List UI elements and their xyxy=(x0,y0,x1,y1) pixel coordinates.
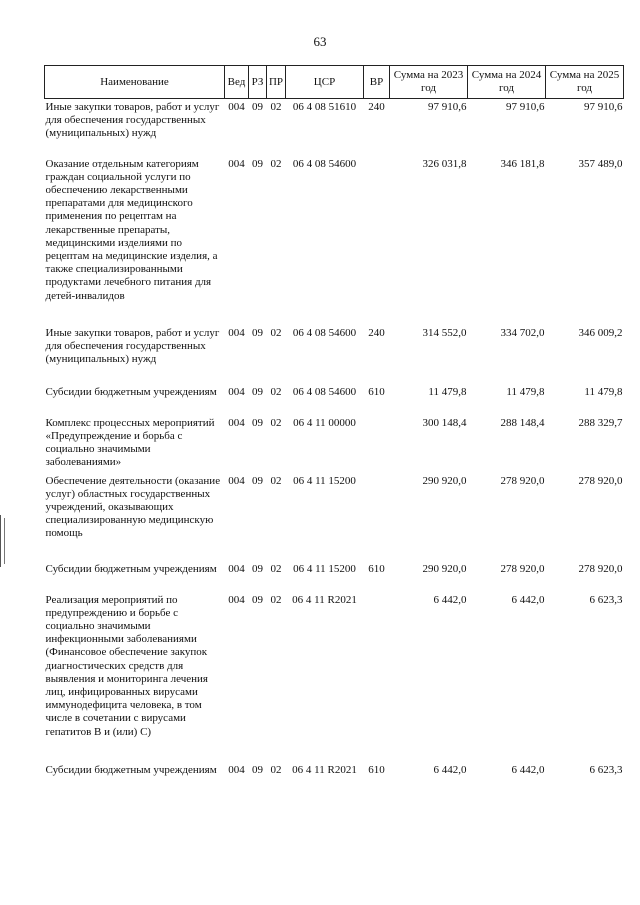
row-csr: 06 4 11 15200 xyxy=(293,562,356,575)
row-pr: 02 xyxy=(270,101,282,113)
row-sum-2025: 346 009,2 xyxy=(578,326,623,339)
row-sum-2025: 11 479,8 xyxy=(584,385,623,398)
row-sum-2023: 326 031,8 xyxy=(422,157,467,170)
row-vr: 240 xyxy=(368,101,385,113)
table-row xyxy=(45,764,624,794)
row-name: Иные закупки товаров, работ и услуг для обеспечения государственных (муниципальных) нужд xyxy=(45,326,220,365)
table-row xyxy=(45,327,624,386)
row-sum-2025: 97 910,6 xyxy=(584,101,623,113)
row-rz: 09 xyxy=(252,562,263,575)
row-rz: 09 xyxy=(252,326,263,339)
row-sum-2025: 278 920,0 xyxy=(578,562,623,575)
row-sum-2024: 6 442,0 xyxy=(511,763,545,776)
row-sum-2023: 314 552,0 xyxy=(422,326,467,339)
row-sum-2025: 357 489,0 xyxy=(578,157,623,170)
row-ved: 004 xyxy=(228,101,245,113)
row-sum-2023: 6 442,0 xyxy=(433,763,467,776)
row-pr: 02 xyxy=(270,593,282,606)
row-sum-2024: 334 702,0 xyxy=(500,326,545,339)
row-vr: 610 xyxy=(368,385,385,398)
row-sum-2023: 300 148,4 xyxy=(422,416,467,429)
col-header-rz: РЗ xyxy=(249,66,267,99)
col-header-ved: Вед xyxy=(225,66,249,99)
row-vr xyxy=(364,475,390,563)
row-name: Иные закупки товаров, работ и услуг для обеспечения государственных (муниципальных) нужд xyxy=(45,101,220,140)
col-header-sum-2025: Сумма на 2025 год xyxy=(546,66,624,99)
row-rz: 09 xyxy=(252,763,263,776)
row-csr: 06 4 11 00000 xyxy=(293,416,356,429)
row-ved: 004 xyxy=(228,157,245,170)
row-name: Субсидии бюджетным учреждениям xyxy=(45,385,217,398)
row-ved: 004 xyxy=(228,326,245,339)
row-rz: 09 xyxy=(252,101,263,113)
row-rz: 09 xyxy=(252,416,263,429)
row-rz: 09 xyxy=(252,385,263,398)
row-sum-2023: 290 920,0 xyxy=(422,562,467,575)
row-pr: 02 xyxy=(270,157,282,170)
table-row xyxy=(45,475,624,563)
row-name: Оказание отдельным категориям граждан социальной услуги по обеспечению лекарственными препаратами для медицинского применения по рецептам на лекарственные препараты, медицинскими изделиями по рецептам на медицинские изделия, а также специализированными продуктами лечебного питания для детей-инвалидов xyxy=(45,157,218,302)
table-row xyxy=(45,563,624,594)
row-csr: 06 4 08 54600 xyxy=(292,157,357,170)
row-sum-2024: 97 910,6 xyxy=(506,101,545,113)
table-row xyxy=(45,99,624,158)
row-vr: 610 xyxy=(368,562,385,575)
row-pr: 02 xyxy=(270,416,282,429)
row-csr: 06 4 08 54600 xyxy=(292,385,357,398)
row-ved: 004 xyxy=(228,763,245,776)
row-rz: 09 xyxy=(252,157,263,170)
row-sum-2025: 6 623,3 xyxy=(589,593,623,606)
row-pr: 02 xyxy=(270,385,282,398)
table-row xyxy=(45,386,624,417)
scan-margin-mark xyxy=(4,518,6,564)
row-name: Реализация мероприятий по предупреждению и борьбе с социально значимыми инфекционными заболеваниями (Финансовое обеспечение закупок диагностических средств для выявления и мониторинга лечения лиц, инфицированных вирусами иммунодефицита человека, в том числе в сочетании с вирусами гепатитов В и (или) С) xyxy=(45,593,208,738)
row-pr: 02 xyxy=(270,562,282,575)
row-sum-2024: 11 479,8 xyxy=(506,385,545,398)
row-ved: 004 xyxy=(228,593,245,606)
row-ved: 004 xyxy=(228,474,245,487)
col-header-csr: ЦСР xyxy=(286,66,364,99)
table-row xyxy=(45,417,624,475)
col-header-pr: ПР xyxy=(267,66,286,99)
row-sum-2025: 288 329,7 xyxy=(578,416,623,429)
col-header-sum-2023: Сумма на 2023 год xyxy=(390,66,468,99)
row-sum-2024: 346 181,8 xyxy=(500,157,545,170)
budget-table xyxy=(44,65,624,794)
row-csr: 06 4 11 15200 xyxy=(293,474,356,487)
row-vr: 610 xyxy=(368,763,385,776)
row-ved: 004 xyxy=(228,416,245,429)
row-vr xyxy=(364,158,390,327)
row-vr: 240 xyxy=(368,326,385,339)
row-sum-2024: 288 148,4 xyxy=(500,416,545,429)
row-rz: 09 xyxy=(252,474,263,487)
row-sum-2025: 278 920,0 xyxy=(578,474,623,487)
row-sum-2023: 11 479,8 xyxy=(428,385,467,398)
row-csr: 06 4 11 R2021 xyxy=(292,593,357,606)
row-rz: 09 xyxy=(252,593,263,606)
row-name: Обеспечение деятельности (оказание услуг) областных государственных учреждений, оказывающих специализированную медицинскую помощь xyxy=(45,474,221,540)
table-row xyxy=(45,158,624,327)
row-sum-2024: 278 920,0 xyxy=(500,562,545,575)
row-sum-2024: 6 442,0 xyxy=(511,593,545,606)
row-sum-2024: 278 920,0 xyxy=(500,474,545,487)
row-sum-2023: 6 442,0 xyxy=(433,593,467,606)
row-pr: 02 xyxy=(270,326,282,339)
row-csr: 06 4 08 51610 xyxy=(292,101,357,113)
row-csr: 06 4 11 R2021 xyxy=(292,763,357,776)
page-number: 63 xyxy=(313,34,327,49)
row-ved: 004 xyxy=(228,385,245,398)
row-name: Комплекс процессных мероприятий «Предупреждение и борьба с социально значимыми заболеваниями» xyxy=(45,416,215,469)
row-name: Субсидии бюджетным учреждениям xyxy=(45,562,217,575)
row-sum-2025: 6 623,3 xyxy=(589,763,623,776)
col-header-name: Наименование xyxy=(45,66,225,99)
scan-margin-mark xyxy=(0,515,3,567)
col-header-vr: ВР xyxy=(364,66,390,99)
row-name: Субсидии бюджетным учреждениям xyxy=(45,763,217,776)
row-pr: 02 xyxy=(270,474,282,487)
row-csr: 06 4 08 54600 xyxy=(292,326,357,339)
row-vr xyxy=(364,417,390,475)
table-row xyxy=(45,594,624,764)
row-sum-2023: 97 910,6 xyxy=(428,101,467,113)
row-vr xyxy=(364,594,390,764)
col-header-sum-2024: Сумма на 2024 год xyxy=(468,66,546,99)
table-header-row xyxy=(45,66,624,99)
row-ved: 004 xyxy=(228,562,245,575)
row-pr: 02 xyxy=(270,763,282,776)
row-sum-2023: 290 920,0 xyxy=(422,474,467,487)
